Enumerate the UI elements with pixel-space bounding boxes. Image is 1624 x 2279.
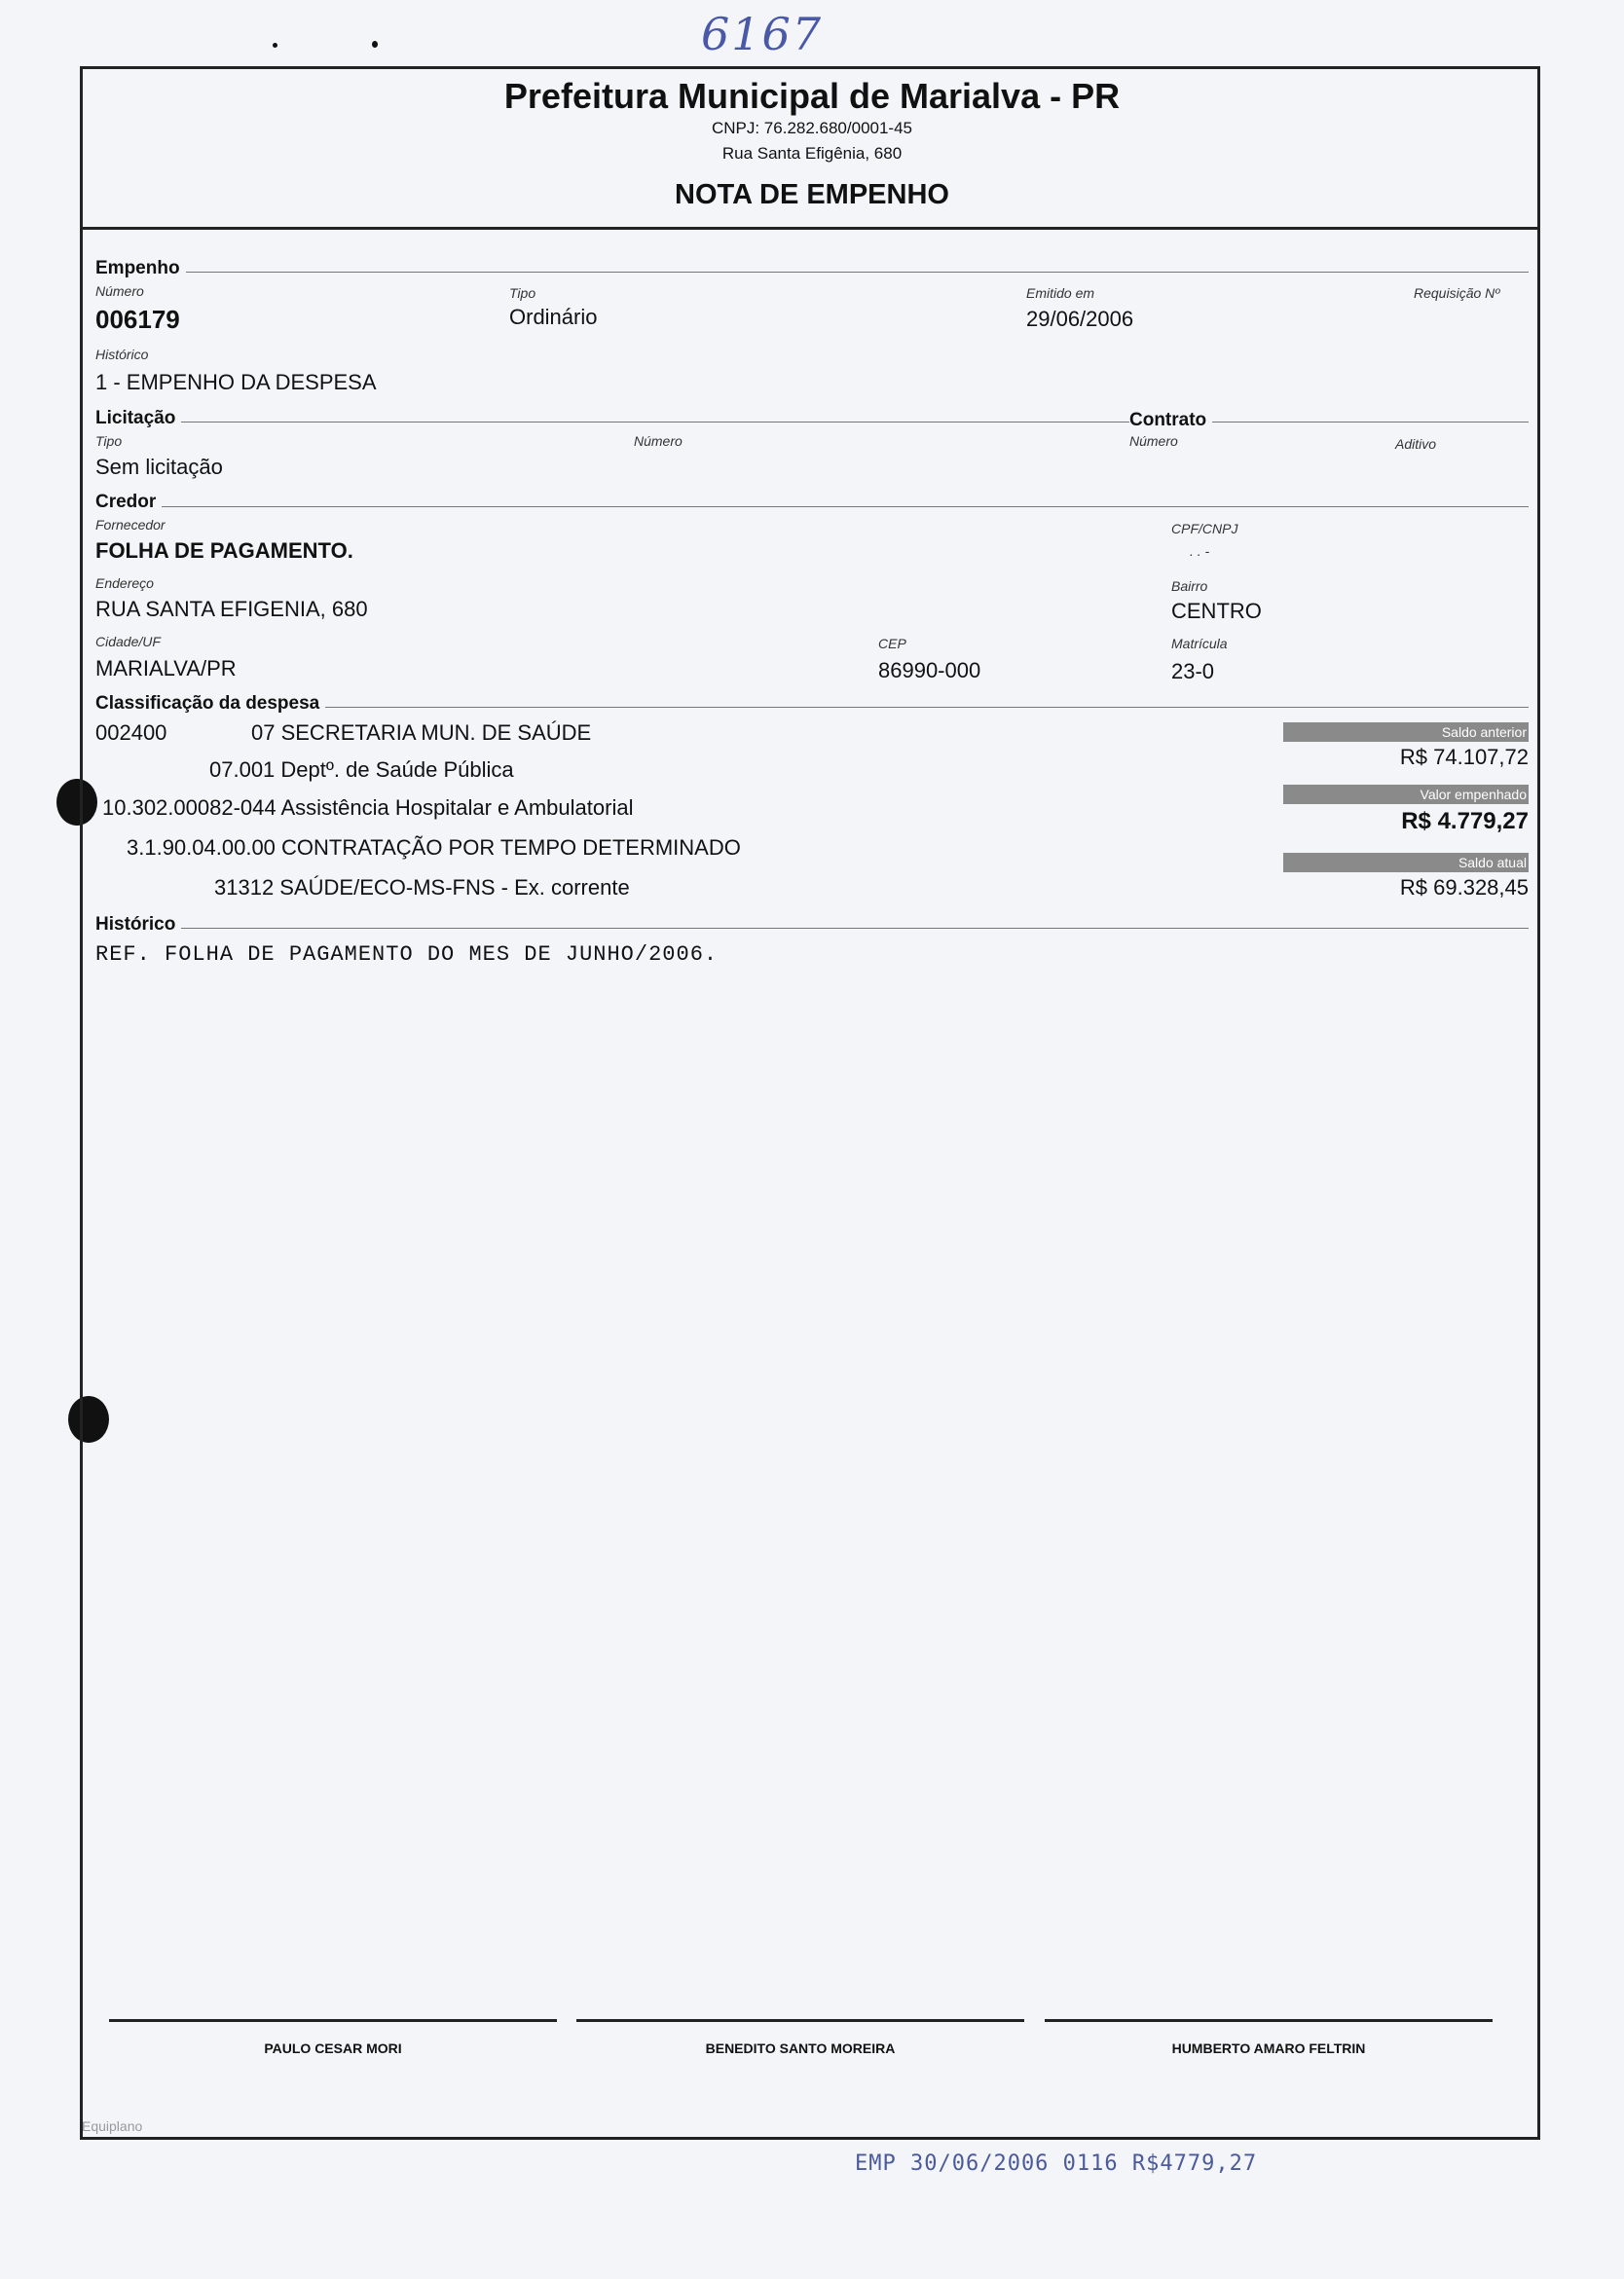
cep-label: CEP [878,636,906,651]
historico-text: REF. FOLHA DE PAGAMENTO DO MES DE JUNHO/2006. [95,942,719,967]
licitacao-tipo: Sem licitação [95,455,223,479]
fornecedor: FOLHA DE PAGAMENTO. [95,538,353,563]
contrato-numero-label: Número [1129,433,1178,449]
cpf-label: CPF/CNPJ [1171,521,1238,536]
ink-dot [372,41,378,48]
signature-line [109,2019,557,2022]
section-credor: Credor [95,492,162,513]
saldo-anterior: R$ 74.107,72 [1399,745,1529,769]
aditivo-label: Aditivo [1395,436,1437,452]
section-classificacao: Classificação da despesa [95,693,325,715]
software-name: Equiplano [82,2118,143,2134]
cep: 86990-000 [878,658,981,682]
section-rule [95,422,1529,423]
cpf-value: . . - [1190,543,1210,559]
empenho-tipo: Ordinário [509,305,598,329]
requisicao-label: Requisição Nº [1414,285,1500,301]
classificacao-fonte: 31312 SAÚDE/ECO-MS-FNS - Ex. corrente [214,875,630,900]
numero-label: Número [95,283,144,299]
matricula: 23-0 [1171,659,1215,683]
signature-line [576,2019,1024,2022]
signature-name: BENEDITO SANTO MOREIRA [705,2040,896,2056]
signature-name: HUMBERTO AMARO FELTRIN [1171,2040,1366,2056]
section-contrato: Contrato [1129,410,1212,431]
section-rule [95,928,1529,929]
empenho-numero: 006179 [95,305,180,334]
page-title: Prefeitura Municipal de Marialva - PR [503,76,1121,116]
saldo-atual-label: Saldo atual [1283,853,1529,872]
classificacao-funcional: 10.302.00082-044 Assistência Hospitalar e Ambulatorial [102,795,634,820]
section-empenho: Empenho [95,258,186,279]
section-licitacao: Licitação [95,408,181,429]
cidade: MARIALVA/PR [95,656,237,680]
handwritten-number: 6167 [701,8,824,60]
signature-line [1045,2019,1493,2022]
section-historico: Histórico [95,914,181,936]
licitacao-tipo-label: Tipo [95,433,123,449]
address: Rua Santa Efigênia, 680 [721,144,903,163]
historico-label: Histórico [95,347,149,362]
emitido-date: 29/06/2006 [1026,307,1134,331]
section-rule [95,506,1529,507]
classificacao-code: 002400 [95,720,167,745]
emitido-label: Emitido em [1026,285,1095,301]
section-rule [95,272,1529,273]
bairro-label: Bairro [1171,578,1208,594]
header-divider [80,227,1540,230]
classificacao-elemento: 3.1.90.04.00.00 CONTRATAÇÃO POR TEMPO DETERMINADO [127,835,741,860]
classificacao-secretaria: 07 SECRETARIA MUN. DE SAÚDE [251,720,592,745]
matricula-label: Matrícula [1171,636,1228,651]
receipt-stamp: EMP 30/06/2006 0116 R$4779,27 [855,2151,1258,2176]
signature-name: PAULO CESAR MORI [264,2040,402,2056]
licitacao-numero-label: Número [634,433,683,449]
valor-empenhado: R$ 4.779,27 [1401,808,1529,834]
empenho-historico: 1 - EMPENHO DA DESPESA [95,370,377,394]
endereco-label: Endereço [95,575,154,591]
document-title: NOTA DE EMPENHO [675,179,949,210]
cidade-label: Cidade/UF [95,634,161,649]
saldo-atual: R$ 69.328,45 [1399,875,1529,900]
classificacao-departamento: 07.001 Deptº. de Saúde Pública [209,757,514,782]
valor-empenhado-label: Valor empenhado [1283,785,1529,804]
ink-dot [273,43,277,48]
endereco: RUA SANTA EFIGENIA, 680 [95,597,368,621]
saldo-anterior-label: Saldo anterior [1283,722,1529,742]
fornecedor-label: Fornecedor [95,517,166,533]
tipo-label: Tipo [509,285,536,301]
cnpj: CNPJ: 76.282.680/0001-45 [711,119,913,137]
bairro: CENTRO [1171,599,1262,623]
